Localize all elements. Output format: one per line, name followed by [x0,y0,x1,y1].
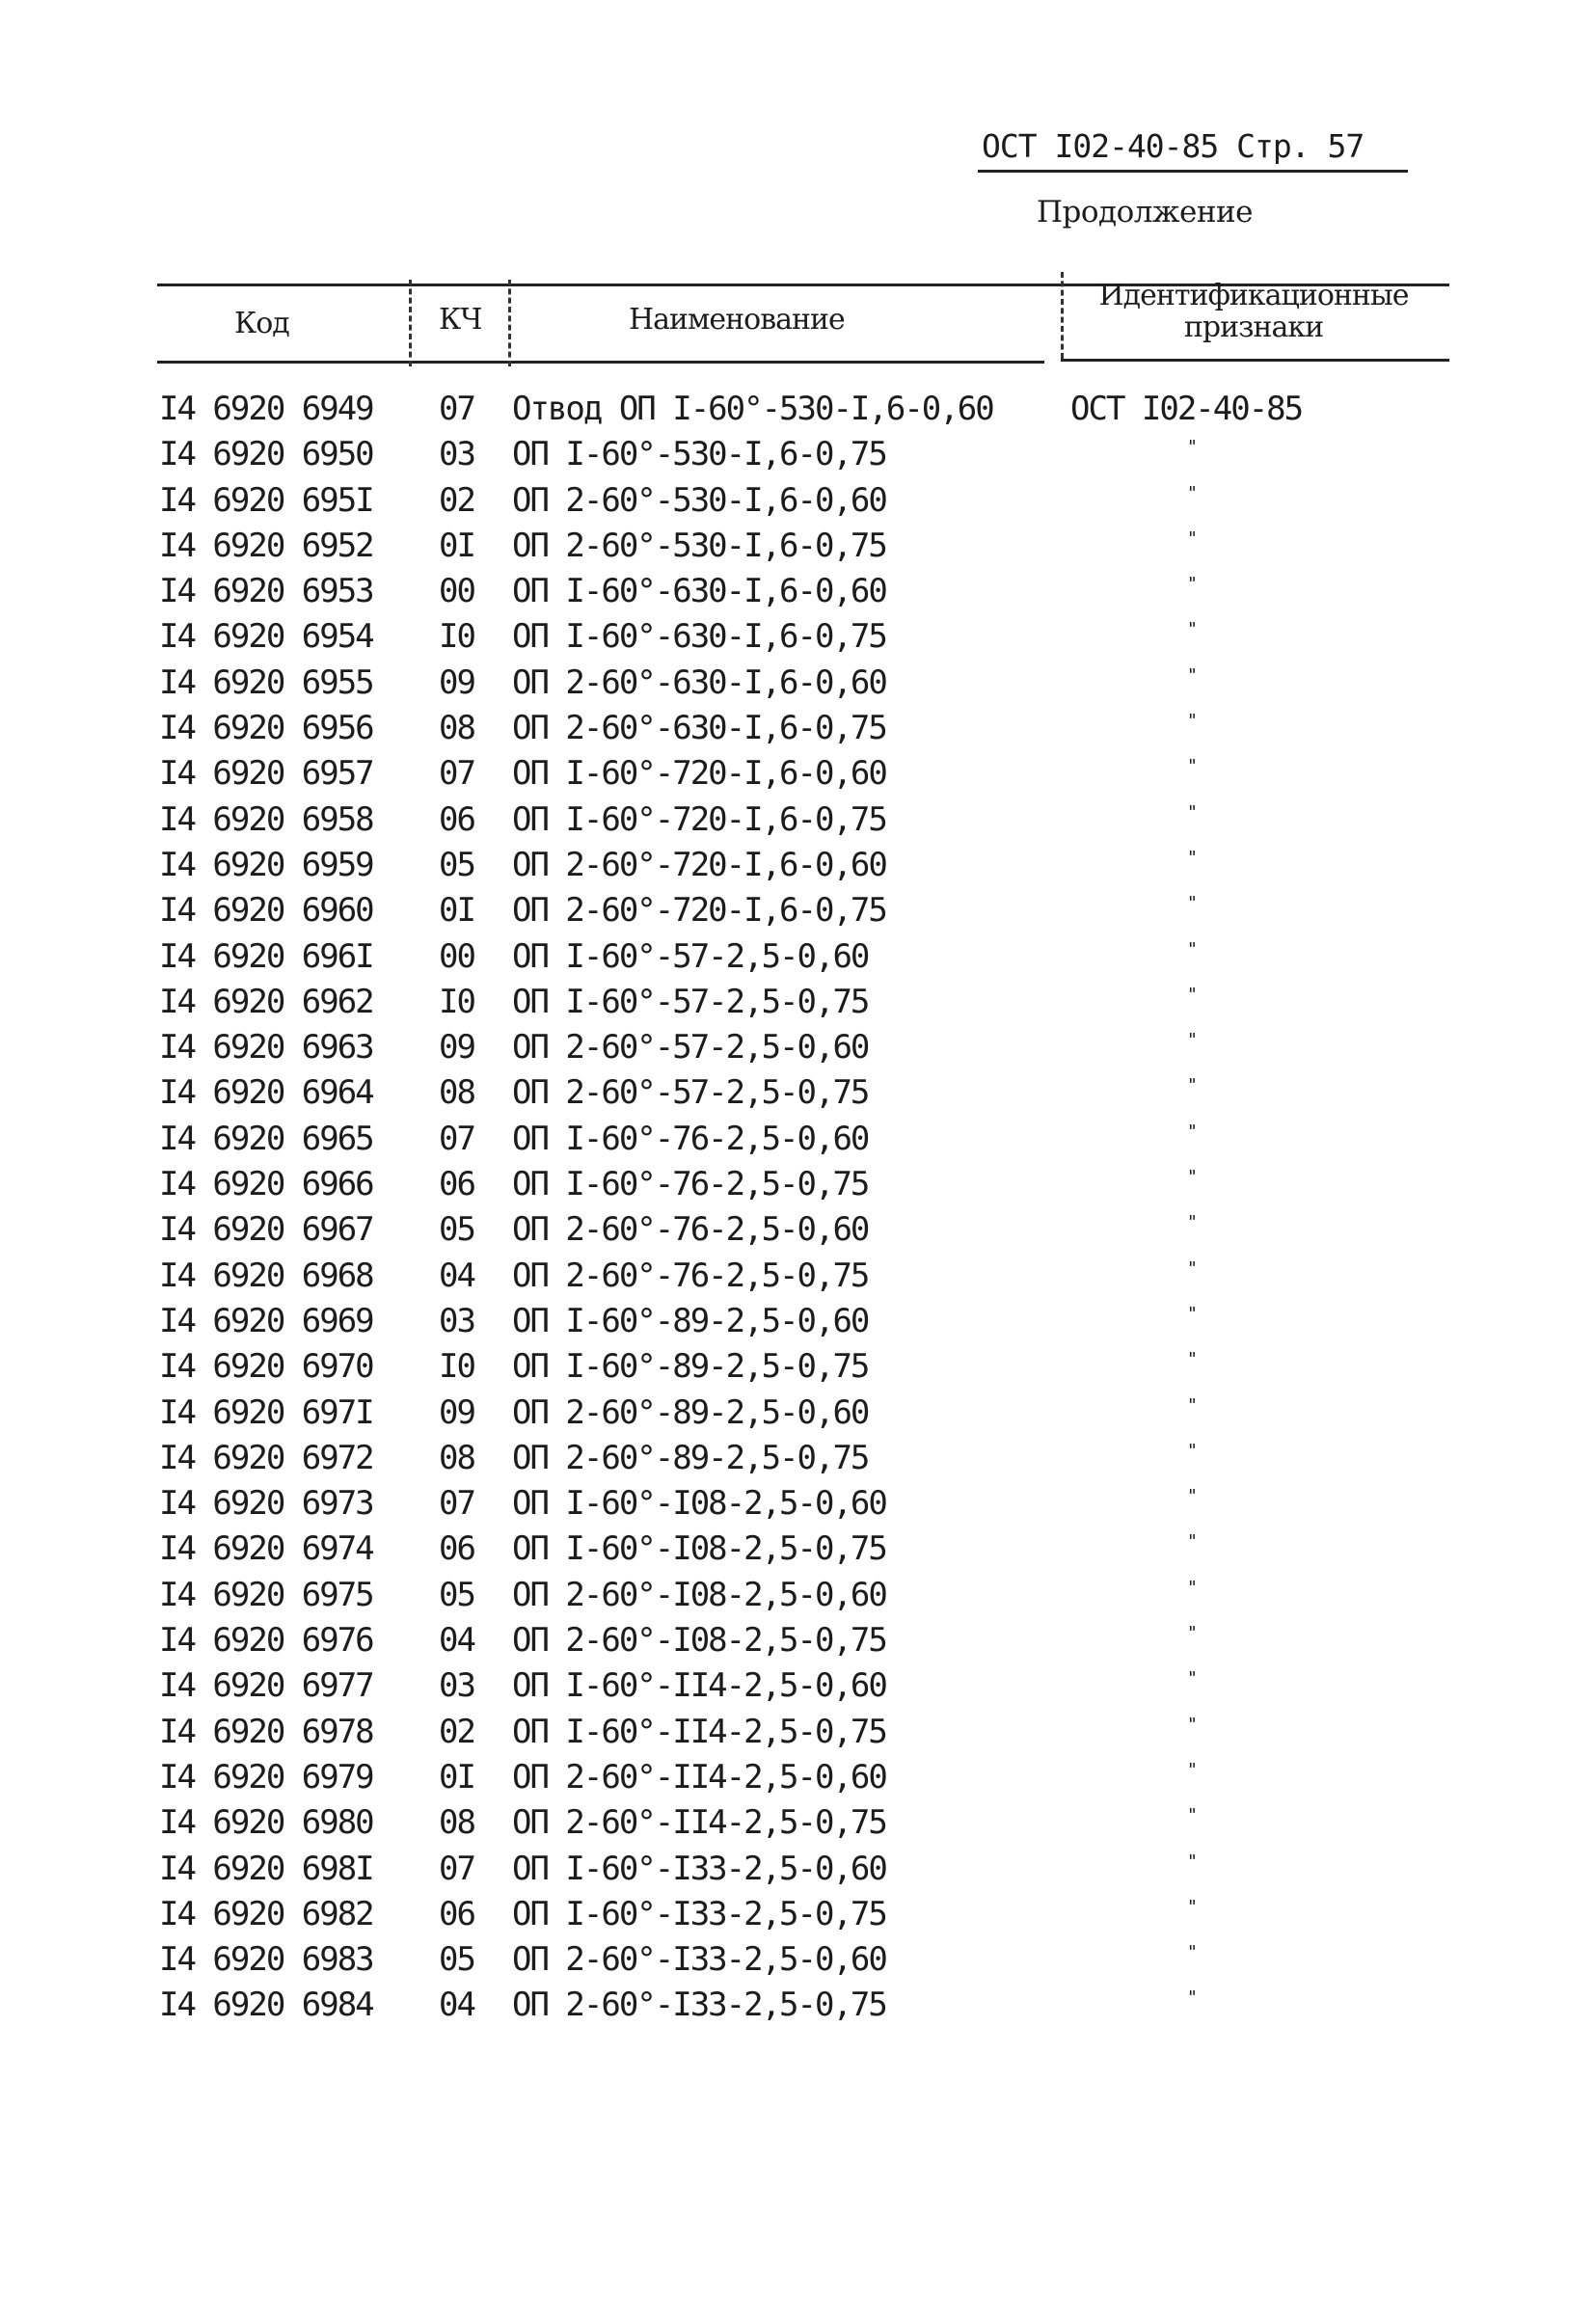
table-row [159,705,1442,750]
table-row [159,1116,1442,1161]
row-name: ОП I-60°-720-I,6-0,75 [512,799,886,839]
table-row [159,1206,1442,1252]
row-ident: " [1187,1577,1198,1598]
row-name: ОП I-60°-II4-2,5-0,75 [512,1712,886,1751]
table-row [159,431,1442,476]
table-row [159,1799,1442,1845]
row-kch: 03 [439,1666,474,1706]
row-kch: 06 [439,1165,474,1204]
row-kch: 05 [439,845,474,884]
table-row [159,979,1442,1024]
row-ident: " [1187,938,1198,959]
row-code: I4 6920 6978 [159,1712,373,1751]
row-code: I4 6920 6957 [159,754,373,794]
column-header-ident [1080,280,1427,343]
table-row [159,1846,1442,1891]
column-header-name: Наименование [629,303,845,337]
row-ident: " [1187,527,1198,549]
table-row [159,1982,1442,2027]
table-row [159,1891,1442,1936]
row-code: I4 6920 6966 [159,1165,373,1204]
column-header-kch: КЧ [439,303,482,337]
row-name: ОП I-60°-89-2,5-0,60 [512,1301,869,1340]
row-code: I4 6920 6962 [159,982,373,1021]
row-ident: " [1187,664,1198,686]
row-code: I4 6920 6967 [159,1210,373,1250]
row-code: I4 6920 6952 [159,526,373,565]
row-name: ОП I-60°-57-2,5-0,75 [512,982,869,1021]
row-code: I4 6920 6974 [159,1529,373,1569]
row-code: I4 6920 697I [159,1392,373,1432]
row-kch: 08 [439,1438,474,1477]
document-reference: ОСТ I02-40-85 Стр. 57 [982,127,1364,165]
row-name: ОП I-60°-720-I,6-0,60 [512,754,886,794]
row-ident: " [1187,619,1198,640]
row-ident: " [1187,1805,1198,1826]
row-kch: I0 [439,982,474,1021]
row-code: I4 6920 6953 [159,572,373,611]
row-name: ОП I-60°-630-I,6-0,60 [512,572,886,611]
row-name: ОП 2-60°-76-2,5-0,75 [512,1256,869,1295]
row-ident: " [1187,1714,1198,1735]
row-name: ОП I-60°-I08-2,5-0,75 [512,1529,886,1569]
column-header-code: Код [234,307,289,340]
row-code: I4 6920 6979 [159,1757,373,1797]
row-name: ОП 2-60°-57-2,5-0,60 [512,1028,869,1067]
row-kch: 05 [439,1210,474,1250]
table-row [159,1069,1442,1115]
row-name: ОП 2-60°-II4-2,5-0,60 [512,1757,886,1797]
row-ident: " [1187,1531,1198,1553]
row-code: I4 6920 6960 [159,891,373,931]
row-name: ОП I-60°-I33-2,5-0,75 [512,1894,886,1933]
column-header-ident-line2: признаки [1183,311,1324,344]
continuation-label: Продолжение [1037,195,1254,230]
row-kch: 05 [439,1575,474,1614]
row-kch: 00 [439,572,474,611]
row-kch: 09 [439,662,474,702]
table-row [159,1024,1442,1069]
row-code: I4 6920 6954 [159,617,373,657]
row-code: I4 6920 6950 [159,435,373,474]
row-name: ОП I-60°-76-2,5-0,75 [512,1165,869,1204]
row-kch: 09 [439,1028,474,1067]
row-kch: 07 [439,1849,474,1888]
row-ident: " [1187,1030,1198,1051]
row-kch: 04 [439,1621,474,1661]
table-row [159,660,1442,705]
row-ident: " [1187,482,1198,503]
table-row [159,887,1442,932]
row-name: ОП 2-60°-530-I,6-0,60 [512,480,886,520]
row-code: I4 6920 6969 [159,1301,373,1340]
row-ident: " [1187,1303,1198,1324]
row-ident: " [1187,1349,1198,1370]
row-kch: I0 [439,1347,474,1387]
table-row [159,1936,1442,1982]
row-code: I4 6920 695I [159,480,373,520]
row-name: ОП I-60°-76-2,5-0,60 [512,1119,869,1158]
row-kch: 03 [439,435,474,474]
row-kch: 06 [439,1529,474,1569]
row-ident: " [1187,1987,1198,2009]
table-row [159,1480,1442,1526]
row-code: I4 6920 698I [159,1849,373,1888]
table-row [159,1298,1442,1343]
row-name: Отвод ОП I-60°-530-I,6-0,60 [512,390,993,428]
row-ident: " [1187,1121,1198,1142]
row-name: ОП I-60°-II4-2,5-0,60 [512,1666,886,1706]
row-code: I4 6920 6975 [159,1575,373,1614]
row-kch: 07 [439,390,474,428]
row-kch: 08 [439,709,474,748]
row-ident: " [1187,1212,1198,1233]
table-row [159,1526,1442,1571]
table-row [159,750,1442,796]
row-code: I4 6920 6973 [159,1484,373,1524]
table-row [159,568,1442,613]
table-row [159,1662,1442,1708]
row-code: I4 6920 6968 [159,1256,373,1295]
table-row [159,933,1442,979]
row-kch: I0 [439,617,474,657]
row-kch: 09 [439,1392,474,1432]
row-kch: 08 [439,1073,474,1113]
row-ident: " [1187,1394,1198,1416]
table-row [159,1617,1442,1662]
column-divider-3 [1061,272,1064,359]
row-kch: 07 [439,754,474,794]
row-name: ОП 2-60°-I08-2,5-0,75 [512,1621,886,1661]
row-kch: 02 [439,1712,474,1751]
row-ident: " [1187,801,1198,823]
row-code: I4 6920 6959 [159,845,373,884]
row-name: ОП I-60°-I33-2,5-0,60 [512,1849,886,1888]
table-row [159,477,1442,523]
row-name: ОП 2-60°-89-2,5-0,60 [512,1392,869,1432]
row-ident: " [1187,1623,1198,1644]
row-code: I4 6920 6964 [159,1073,373,1113]
row-kch: 04 [439,1256,474,1295]
row-name: ОП 2-60°-I33-2,5-0,60 [512,1940,886,1980]
row-kch: 06 [439,1894,474,1933]
row-ident: " [1187,1440,1198,1461]
row-ident: " [1187,1896,1198,1917]
row-kch: 0I [439,891,474,931]
row-kch: 00 [439,936,474,976]
table-row [159,842,1442,887]
row-kch: 05 [439,1940,474,1980]
table-row [159,386,1442,431]
row-ident: " [1187,1851,1198,1872]
row-code: I4 6920 6949 [159,390,373,428]
row-ident: " [1187,984,1198,1005]
table-row [159,523,1442,568]
row-kch: 02 [439,480,474,520]
table-row [159,613,1442,659]
row-code: I4 6920 6984 [159,1986,373,2025]
row-code: I4 6920 6976 [159,1621,373,1661]
row-name: ОП 2-60°-II4-2,5-0,75 [512,1803,886,1843]
row-code: I4 6920 6970 [159,1347,373,1387]
row-ident: " [1187,1257,1198,1279]
row-kch: 0I [439,526,474,565]
row-name: ОП I-60°-I08-2,5-0,60 [512,1484,886,1524]
row-name: ОП I-60°-530-I,6-0,75 [512,435,886,474]
row-code: I4 6920 6965 [159,1119,373,1158]
row-code: I4 6920 6963 [159,1028,373,1067]
table-row [159,1343,1442,1389]
header-underline [978,170,1408,173]
row-kch: 03 [439,1301,474,1340]
row-code: I4 6920 6972 [159,1438,373,1477]
row-name: ОП 2-60°-I08-2,5-0,60 [512,1575,886,1614]
row-code: I4 6920 696I [159,936,373,976]
row-name: ОП I-60°-89-2,5-0,75 [512,1347,869,1387]
row-ident: " [1187,847,1198,868]
row-ident: " [1187,437,1198,458]
row-ident: " [1187,893,1198,914]
row-name: ОП 2-60°-530-I,6-0,75 [512,526,886,565]
row-kch: 08 [439,1803,474,1843]
row-name: ОП 2-60°-I33-2,5-0,75 [512,1986,886,2025]
row-name: ОП 2-60°-89-2,5-0,75 [512,1438,869,1477]
row-ident: " [1187,711,1198,732]
column-divider-2 [508,280,511,366]
row-code: I4 6920 6977 [159,1666,373,1706]
column-header-ident-line1: Идентификационные [1098,279,1409,312]
row-kch: 06 [439,799,474,839]
row-ident: ОСТ I02-40-85 [1070,390,1303,428]
row-code: I4 6920 6983 [159,1940,373,1980]
table-header-bottom-rule [157,361,1044,364]
table-row [159,1572,1442,1617]
row-ident: " [1187,574,1198,595]
row-kch: 07 [439,1484,474,1524]
table-row [159,1161,1442,1206]
row-code: I4 6920 6982 [159,1894,373,1933]
row-name: ОП 2-60°-720-I,6-0,60 [512,845,886,884]
row-name: ОП 2-60°-630-I,6-0,60 [512,662,886,702]
row-code: I4 6920 6956 [159,709,373,748]
table-body [159,386,1442,2028]
row-name: ОП 2-60°-720-I,6-0,75 [512,891,886,931]
row-code: I4 6920 6958 [159,799,373,839]
row-ident: " [1187,756,1198,777]
row-name: ОП 2-60°-57-2,5-0,75 [512,1073,869,1113]
table-row [159,1390,1442,1435]
row-ident: " [1187,1759,1198,1780]
row-ident: " [1187,1486,1198,1507]
row-ident: " [1187,1075,1198,1096]
row-name: ОП 2-60°-76-2,5-0,60 [512,1210,869,1250]
row-name: ОП 2-60°-630-I,6-0,75 [512,709,886,748]
row-kch: 04 [439,1986,474,2025]
row-code: I4 6920 6955 [159,662,373,702]
row-ident: " [1187,1668,1198,1689]
column-divider-1 [409,280,412,366]
row-ident: " [1187,1167,1198,1188]
ident-header-bottom-rule [1061,359,1449,362]
table-row [159,1709,1442,1754]
table-row [159,1754,1442,1799]
row-ident: " [1187,1942,1198,1963]
row-kch: 07 [439,1119,474,1158]
table-row [159,797,1442,842]
row-name: ОП I-60°-57-2,5-0,60 [512,936,869,976]
row-code: I4 6920 6980 [159,1803,373,1843]
row-kch: 0I [439,1757,474,1797]
table-row [159,1435,1442,1480]
table-row [159,1253,1442,1298]
row-name: ОП I-60°-630-I,6-0,75 [512,617,886,657]
